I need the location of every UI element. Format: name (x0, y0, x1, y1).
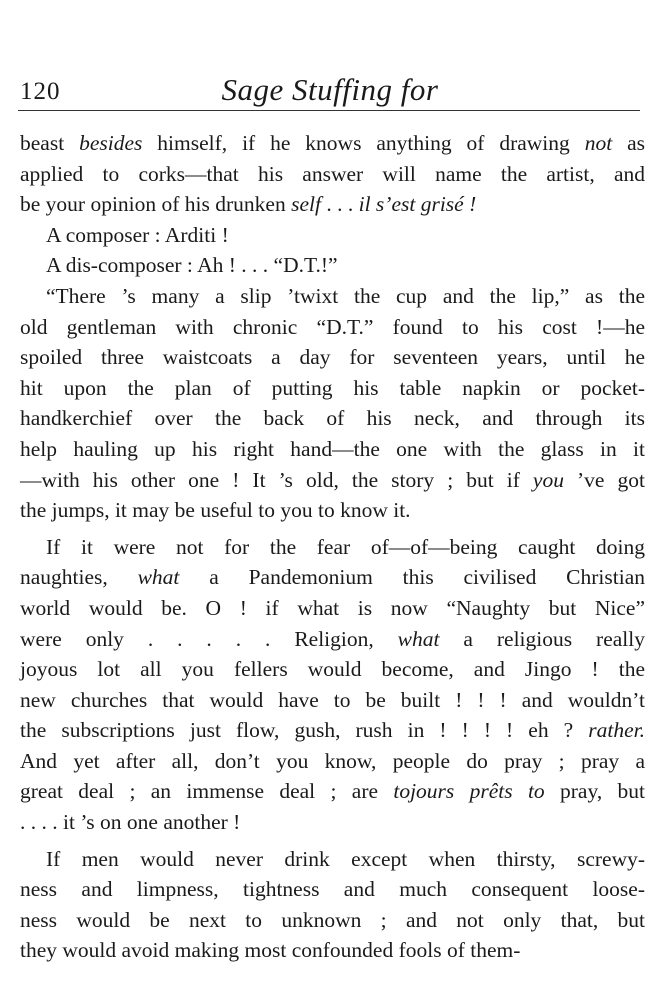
text-line: “There ’s many a slip ’twixt the cup and the lip,” as the (46, 283, 645, 308)
running-title: Sage Stuffing for (221, 72, 439, 107)
text-line: . . . . it ’s on one another ! (20, 810, 241, 835)
text-line: And yet after all, don’t you know, people do pray ; pray a (20, 748, 645, 773)
page-number: 120 (20, 78, 61, 105)
paragraph (20, 844, 645, 966)
text-line: —with his other one ! It ’s old, the story ; but if you ’ve got (20, 467, 645, 492)
text-line: ness would be next to unknown ; and not only that, but (20, 907, 645, 932)
text-line: If it were not for the fear of—of—being caught doing (46, 534, 645, 559)
text-line: help hauling up his right hand—the one with the glass in it (20, 436, 645, 461)
paragraph (20, 250, 645, 281)
text-line: the subscriptions just flow, gush, rush in ! ! ! ! eh ? rather. (20, 718, 645, 743)
body-text (20, 128, 645, 966)
text-line: spoiled three waistcoats a day for seventeen years, until he (20, 345, 645, 370)
text-line: great deal ; an immense deal ; are tojours prêts to pray, but (20, 779, 646, 804)
header-rule (18, 110, 640, 111)
text-line: old gentleman with chronic “D.T.” found to his cost !—he (20, 314, 645, 339)
paragraph (20, 532, 645, 838)
text-line: be your opinion of his drunken self . . . il s’est grisé ! (20, 192, 477, 217)
text-line: A composer : Arditi ! (46, 222, 229, 247)
text-line: ness and limpness, tightness and much consequent loose- (20, 877, 645, 902)
text-line: A dis-composer : Ah ! . . . “D.T.!” (46, 253, 338, 278)
text-line: hit upon the plan of putting his table napkin or pocket- (20, 375, 645, 400)
paragraph (20, 220, 645, 251)
text-line: world would be. O ! if what is now “Naughty but Nice” (20, 595, 645, 620)
text-line: they would avoid making most confounded fools of them- (20, 938, 521, 963)
text-line: beast besides himself, if he knows anything of drawing not as (20, 131, 645, 155)
text-line: If men would never drink except when thirsty, screwy- (46, 846, 645, 871)
text-line: were only . . . . . Religion, what a religious really (20, 626, 645, 651)
text-line: handkerchief over the back of his neck, and through its (20, 406, 645, 431)
paragraph (20, 281, 645, 526)
text-line: applied to corks—that his answer will name the artist, and (20, 161, 645, 186)
paragraph (20, 128, 645, 220)
text-line: naughties, what a Pandemonium this civilised Christian (20, 565, 645, 590)
text-line: new churches that would have to be built ! ! ! and wouldn’t (20, 687, 645, 712)
text-line: the jumps, it may be useful to you to know it. (20, 498, 411, 523)
text-line: joyous lot all you fellers would become, and Jingo ! the (20, 657, 645, 682)
page-header (20, 62, 640, 108)
